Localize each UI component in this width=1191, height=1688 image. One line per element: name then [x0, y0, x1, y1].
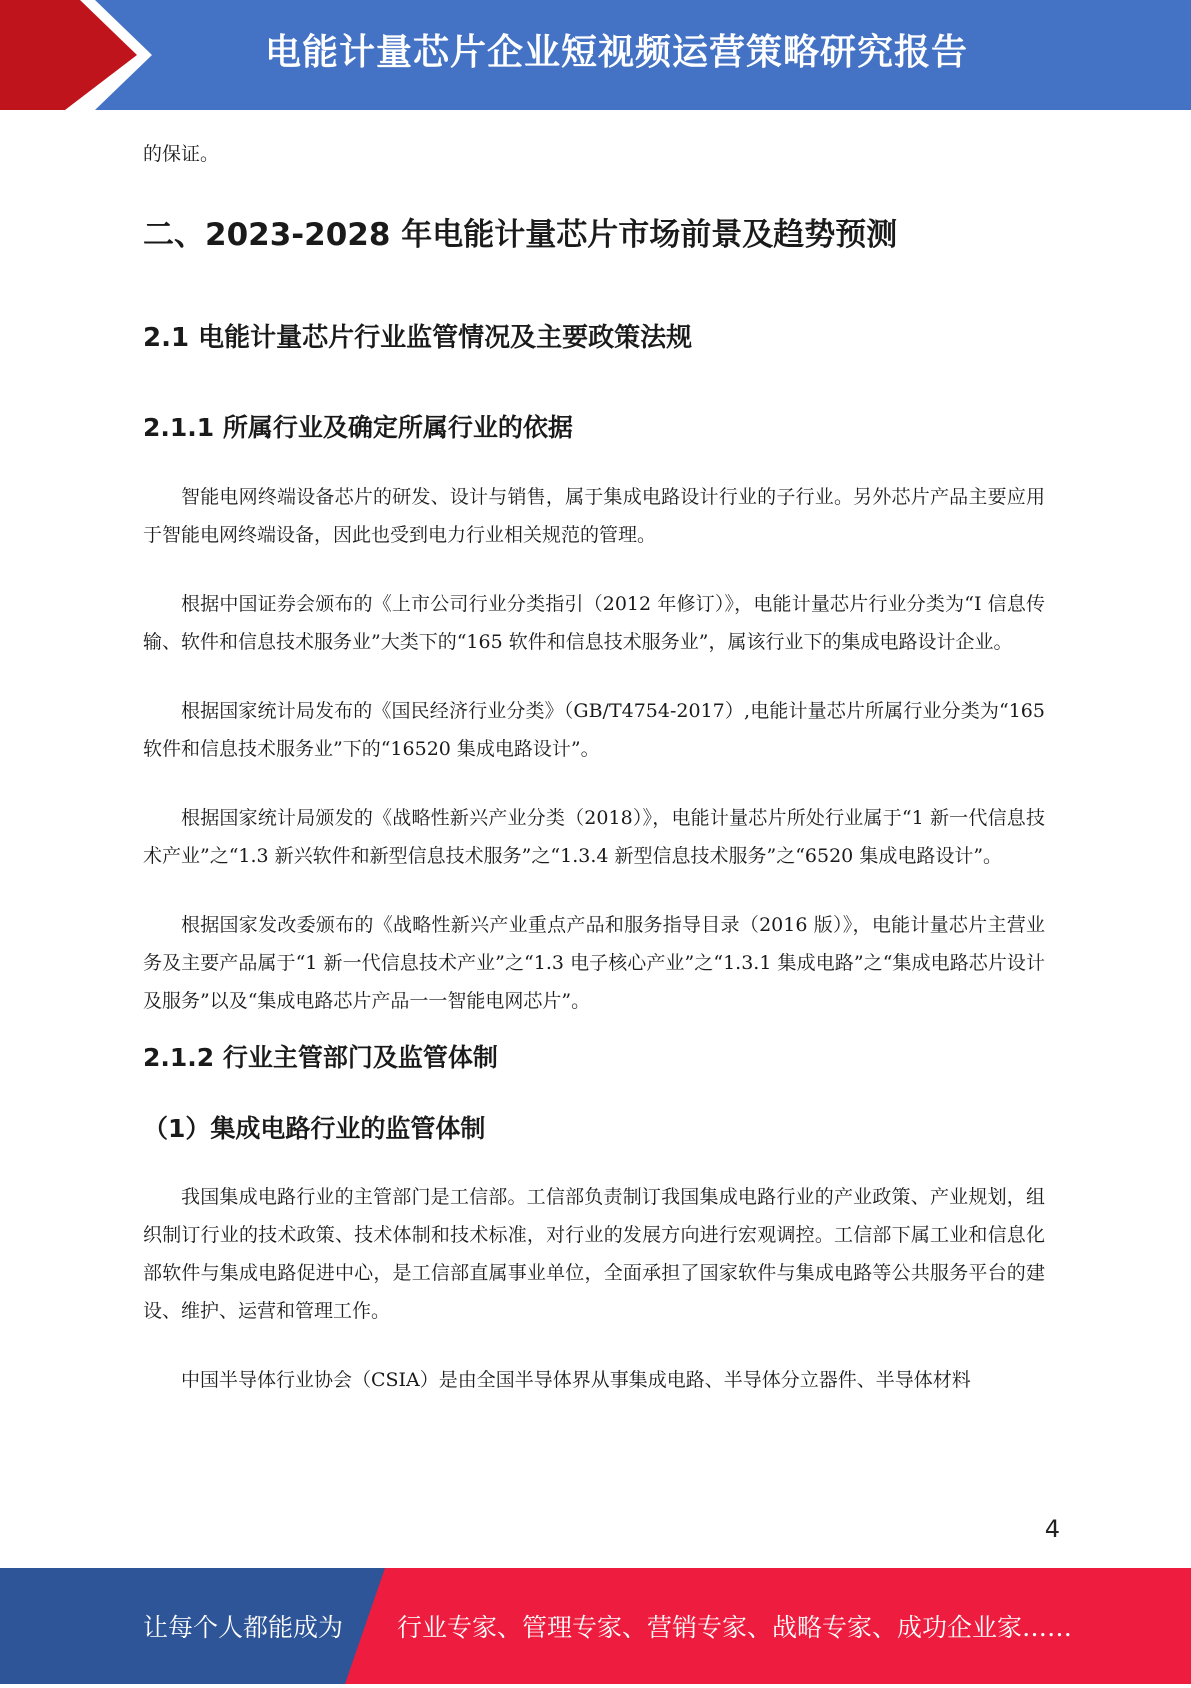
- sub-subsection-heading-1: 2.1.1 所属行业及确定所属行业的依据: [143, 413, 573, 442]
- paragraph: 中国半导体行业协会（CSIA）是由全国半导体界从事集成电路、半导体分立器件、半导体材料: [181, 1369, 971, 1391]
- page-number: 4: [1044, 1515, 1060, 1543]
- item-heading: （1）集成电路行业的监管体制: [143, 1114, 486, 1143]
- sub-subsection-heading-2: 2.1.2 行业主管部门及监管体制: [143, 1043, 498, 1072]
- report-title: 电能计量芯片企业短视频运营策略研究报告: [265, 32, 969, 73]
- paragraph: 根据国家统计局发布的《国民经济行业分类》（GB/T4754-2017）,电能计量芯片所属行业分类为“165 软件和信息技术服务业”下的“16520 集成电路设计”。: [143, 700, 1045, 760]
- page-content: [143, 120, 1045, 1399]
- subsection-heading: 2.1 电能计量芯片行业监管情况及主要政策法规: [143, 323, 693, 353]
- paragraph: 智能电网终端设备芯片的研发、设计与销售，属于集成电路设计行业的子行业。另外芯片产品主要应用于智能电网终端设备，因此也受到电力行业相关规范的管理。: [143, 486, 1045, 546]
- footer-banner: [0, 1568, 1191, 1684]
- header-banner: [0, 0, 1191, 110]
- paragraph: 根据国家发改委颁布的《战略性新兴产业重点产品和服务指导目录（2016 版）》，电能计量芯片主营业务及主要产品属于“1 新一代信息技术产业”之“1.3 电子核心产业”之“1.3.1 集成电路”之“集成电路芯片设计及服务”以及“集成电路芯片产品一一智能电网芯片”。: [143, 914, 1045, 1012]
- paragraph: 根据国家统计局颁发的《战略性新兴产业分类（2018）》，电能计量芯片所处行业属于“1 新一代信息技术产业”之“1.3 新兴软件和新型信息技术服务”之“1.3.4 新型信息技术服务”之“6520 集成电路设计”。: [143, 807, 1045, 867]
- section-heading: 二、2023-2028 年电能计量芯片市场前景及趋势预测: [143, 217, 898, 253]
- footer-slogan-left: 让每个人都能成为: [143, 1613, 344, 1642]
- paragraph: 根据中国证券会颁布的《上市公司行业分类指引（2012 年修订）》，电能计量芯片行业分类为“I 信息传输、软件和信息技术服务业”大类下的“165 软件和信息技术服务业”，属该行业下的集成电路设计企业。: [143, 593, 1045, 653]
- paragraph: 我国集成电路行业的主管部门是工信部。工信部负责制订我国集成电路行业的产业政策、产业规划，组织制订行业的技术政策、技术体制和技术标准，对行业的发展方向进行宏观调控。工信部下属工业和信息化部软件与集成电路促进中心，是工信部直属事业单位，全面承担了国家软件与集成电路等公共服务平台的建设、维护、运营和管理工作。: [143, 1186, 1045, 1322]
- footer-slogan-right: 行业专家、管理专家、营销专家、战略专家、成功企业家……: [397, 1613, 1073, 1642]
- continued-line: 的保证。: [143, 143, 220, 165]
